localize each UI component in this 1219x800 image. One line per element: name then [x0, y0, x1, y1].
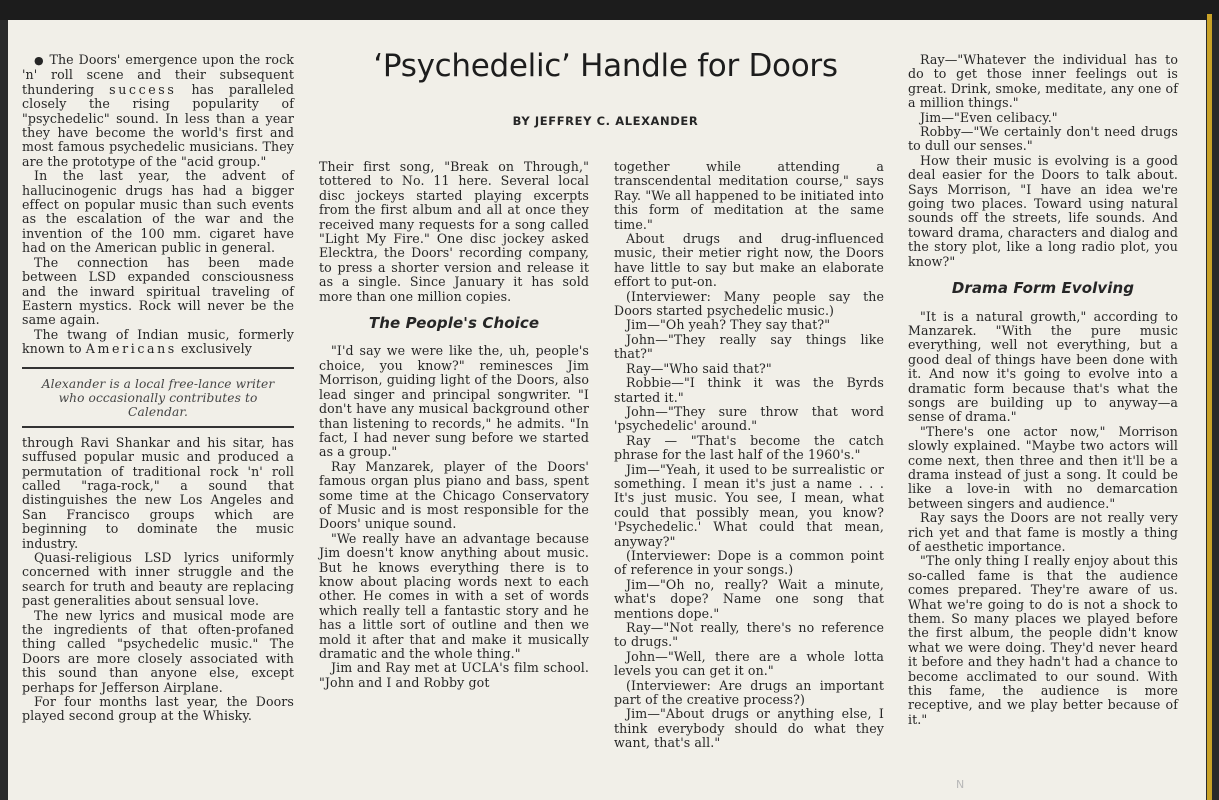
- subheading: Drama Form Evolving: [951, 279, 1135, 298]
- paragraph: (Interviewer: Many people say the Doors started psychedelic music.): [614, 288, 884, 319]
- paragraph-text: The twang of Indian music, formerly known to: [22, 326, 294, 357]
- paragraph: How their music is evolving is a good deal easier for the Doors to talk about. Says Morrison, "I have an idea we're going two places. Toward using natural sounds off the streets, life sounds. And toward drama, characters and dialog and the story plot, like a long radio plot, you know?": [908, 152, 1178, 269]
- viewer-edge-strip: [1207, 14, 1212, 800]
- article-headline: ‘Psychedelic’ Handle for Doors: [373, 48, 838, 84]
- divider: [22, 367, 294, 369]
- paragraph: Their first song, "Break on Through," tottered to No. 11 here. Several local disc jockeys started playing excerpts from the first album and all at once they received many requests for a song called "Light My Fire." One disc jockey asked Elecktra, the Doors' recording company, to press a shorter version and release it as a single. Since January it has sold more than one million copies.: [319, 159, 589, 304]
- paragraph: Robby—"We certainly don't need drugs to dull our senses.": [908, 124, 1178, 154]
- column-4: [908, 53, 1178, 727]
- paragraph: (Interviewer: Dope is a common point of reference in your songs.): [614, 547, 884, 578]
- paragraph: John—"They really say things like that?": [614, 331, 884, 362]
- paragraph: The connection has been made between LSD expanded consciousness and the inward spiritual traveling of Eastern mystics. Rock will never be the same again.: [22, 254, 294, 328]
- paragraph-text: exclusively: [180, 341, 253, 357]
- paragraph: Jim and Ray met at UCLA's film school. "John and I and Robby got: [319, 660, 589, 690]
- paragraph: Jim—"Oh yeah? They say that?": [626, 317, 831, 333]
- paragraph: "It is a natural growth," according to Manzarek. "With the pure music everything, well not everything, but a good deal of things have been done with it. And now it's going to evolve into a dramatic form because that's what the songs are building up to anyway—a sense of drama.": [908, 308, 1178, 425]
- paragraph: Jim—"About drugs or anything else, I think everybody should do what they want, that's all.": [614, 706, 884, 751]
- paragraph-text: has paralleled closely the rising popularity of "psychedelic" sound. In less than a year they have become the world's first and most famous psychedelic musicians. They are the prototype of the "acid group.": [22, 81, 294, 169]
- paragraph-text: The Doors' emergence upon the rock 'n' roll scene and their subsequent thundering: [22, 52, 294, 97]
- paragraph: Jim—"Oh no, really? Wait a minute, what's dope? Name one song that mentions dope.": [614, 576, 884, 621]
- article-byline: BY JEFFREY C. ALEXANDER: [512, 114, 699, 128]
- paragraph: "There's one actor now," Morrison slowly explained. "Maybe two actors will come next, then three and then it'll be a drama instead of just a song. It could be like a love-in with no demarcation between singers and audience.": [908, 423, 1178, 511]
- footer-mark: N: [956, 778, 965, 791]
- newspaper-page: [8, 20, 1206, 800]
- author-note: Alexander is a local free-lance writer who occasionally contributes to Calendar.: [41, 376, 275, 420]
- paragraph: Ray says the Doors are not really very rich yet and that fame is mostly a thing of aesthetic importance.: [908, 510, 1178, 554]
- paragraph: Ray—"Not really, there's no reference to drugs.": [614, 620, 884, 650]
- paragraph: "The only thing I really enjoy about this so-called fame is that the audience comes prepared. They're aware of us. What we're going to do is not a shock to them. So many places we played before the first album, the people didn't know what we were doing. They'd never heard it before and they hadn't had a chance to become acclimated to our sound. With this fame, the audience is more receptive, and we play better because of it.": [908, 553, 1178, 727]
- paragraph: through Ravi Shankar and his sitar, has suffused popular music and produced a permutation of traditional rock 'n' roll called "raga-rock," a sound that distinguishes the new Los Angeles and San Francisco groups which are beginning to dominate the music industry.: [22, 434, 294, 551]
- paragraph: (Interviewer: Are drugs an important part of the creative process?): [614, 677, 884, 708]
- paragraph: Ray Manzarek, player of the Doors' famous organ plus piano and bass, spent some time at the Chicago Conservatory of Music and is most responsible for the Doors' unique sound.: [319, 458, 589, 532]
- paragraph: About drugs and drug-influenced music, their metier right now, the Doors have little to say but make an elaborate effort to put-on.: [614, 231, 884, 290]
- column-1: [22, 53, 294, 724]
- paragraph: For four months last year, the Doors played second group at the Whisky.: [22, 694, 294, 724]
- column-3: [614, 160, 884, 751]
- paragraph: John—"They sure throw that word 'psychedelic' around.": [614, 403, 884, 434]
- viewer-top-bar: [0, 0, 1219, 20]
- paragraph: John—"Well, there are a whole lotta levels you can get it on.": [614, 648, 884, 679]
- paragraph: Jim—"Even celibacy.": [920, 109, 1058, 125]
- paragraph: The new lyrics and musical mode are the ingredients of that often-profaned thing called "psychedelic music." The Doors are more closely associated with this sound than anyone else, except perhaps for Jefferson Airplane.: [22, 607, 294, 695]
- paragraph: Jim—"Yeah, it used to be surrealistic or something. I mean it's just a name . . . It's just music. You see, I mean, what could that possibly mean, you know? 'Psychedelic.' What could that mean, anyway?": [614, 461, 884, 549]
- spaced-word: Americans: [85, 341, 177, 357]
- paragraph: "We really have an advantage because Jim doesn't know anything about music. But he knows everything there is to know about placing words next to each other. He comes in with a set of words which really tell a fantastic story and he has a little sort of outline and then we mold it after that and make it musically dramatic and the whole thing.": [319, 530, 589, 661]
- bullet-icon: ●: [34, 54, 45, 67]
- column-2: [319, 160, 589, 690]
- paragraph: Quasi-religious LSD lyrics uniformly concerned with inner struggle and the search for truth and beauty are replacing past generalities about sensual love.: [22, 550, 294, 609]
- paragraph: together while attending a transcendental meditation course," says Ray. "We all happened to be initiated into this form of meditation at the same time.": [614, 159, 884, 232]
- paragraph: Ray — "That's become the catch phrase for the last half of the 1960's.": [614, 432, 884, 463]
- divider: [22, 426, 294, 428]
- paragraph: [22, 328, 294, 357]
- subheading: The People's Choice: [368, 314, 540, 333]
- paragraph: Ray—"Who said that?": [626, 360, 772, 376]
- paragraph: In the last year, the advent of hallucinogenic drugs has had a bigger effect on popular music than such events as the escalation of the war and the invention of the 100 mm. cigaret have had on the American public in general.: [22, 168, 294, 256]
- spaced-word: success: [109, 81, 177, 97]
- paragraph: [22, 53, 294, 169]
- paragraph: "I'd say we were like the, uh, people's choice, you know?" reminesces Jim Morrison, guiding light of the Doors, also lead singer and principal songwriter. "I don't have any musical background other than listening to records," he admits. "In fact, I had never sung before we started as a group.": [319, 343, 589, 460]
- paragraph: Ray—"Whatever the individual has to do to get those inner feelings out is great. Drink, smoke, meditate, any one of a million things.": [908, 52, 1178, 111]
- paragraph: Robbie—"I think it was the Byrds started it.": [614, 375, 884, 405]
